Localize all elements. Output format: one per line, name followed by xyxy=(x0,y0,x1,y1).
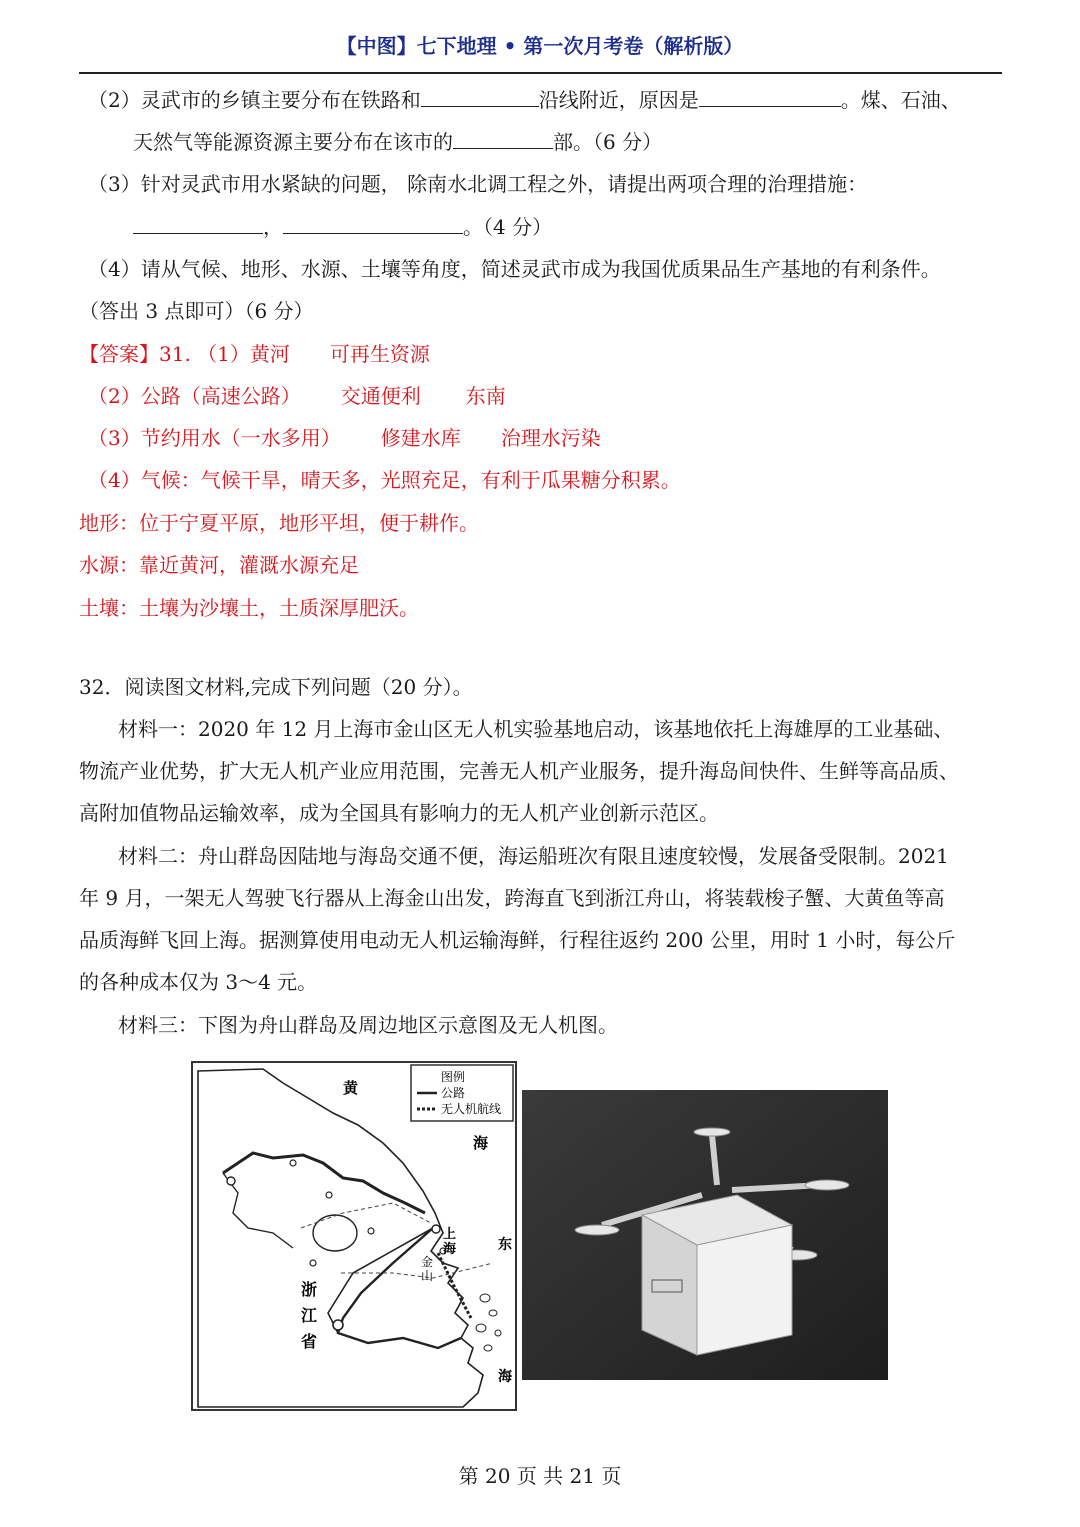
answer-31-line6: 水源：靠近黄河，灌溉水源充足 xyxy=(79,553,359,577)
q32-material2-line3: 品质海鲜飞回上海。据测算使用电动无人机运输海鲜，行程往返约 200 公里，用时 1 小时，每公斤 xyxy=(79,928,956,952)
answer-blank[interactable] xyxy=(283,213,463,234)
answer-31-line4: （4）气候：气候干旱，晴天多，光照充足，有利于瓜果糖分积累。 xyxy=(88,468,681,492)
q31-2-text-d: 天然气等能源资源主要分布在该市的 xyxy=(133,130,453,154)
answer-31-line2 xyxy=(88,383,506,409)
q32-title: 32．阅读图文材料,完成下列问题（20 分）。 xyxy=(79,675,473,699)
answer-31-3-a: （3）节约用水（一水多用） xyxy=(88,426,341,450)
drone-illustration xyxy=(522,1090,888,1380)
city-marker xyxy=(326,1192,332,1198)
q31-2-text-a: （2）灵武市的乡镇主要分布在铁路和 xyxy=(88,88,421,112)
answer-blank[interactable] xyxy=(421,86,539,107)
header-divider xyxy=(79,72,1002,74)
city-marker xyxy=(333,1320,343,1330)
island xyxy=(476,1324,486,1332)
page-header-title: 【中图】七下地理 • 第一次月考卷（解析版） xyxy=(336,34,744,58)
q31-2-line2 xyxy=(133,128,662,155)
city-marker xyxy=(227,1177,235,1185)
label-east-sea-1: 东 xyxy=(498,1237,512,1253)
cargo-box-side xyxy=(697,1225,792,1355)
label-shanghai-1: 上 xyxy=(443,1227,457,1242)
answer-31-line5: 地形：位于宁夏平原，地形平坦，便于耕作。 xyxy=(79,511,479,535)
answer-blank[interactable] xyxy=(133,213,263,234)
rotor xyxy=(575,1225,619,1235)
answer-blank[interactable] xyxy=(699,86,841,107)
city-marker xyxy=(310,1260,316,1266)
legend-drone-label: 无人机航线 xyxy=(441,1102,502,1116)
q31-3-line1: （3）针对灵武市用水紧缺的问题， 除南水北调工程之外，请提出两项合理的治理措施： xyxy=(88,172,868,196)
answer-31-2-b: 交通便利 xyxy=(340,384,421,408)
answer-blank[interactable] xyxy=(453,128,553,149)
q31-4-line2: （答出 3 点即可）（6 分） xyxy=(79,299,314,323)
dashed-boundary xyxy=(341,1263,493,1278)
label-east-sea-2: 海 xyxy=(498,1369,512,1385)
label-shanghai-2: 海 xyxy=(443,1242,457,1257)
answer-31-1-a: （1）黄河 xyxy=(197,342,290,366)
label-jinshan-2: 山 xyxy=(421,1269,434,1283)
q31-3-line2 xyxy=(133,213,552,240)
answer-31-2-a: （2）公路（高速公路） xyxy=(88,384,301,408)
answer-31-2-c: 东南 xyxy=(465,384,506,408)
q31-3-end: 。（4 分） xyxy=(463,215,553,239)
legend-road-label: 公路 xyxy=(441,1086,466,1100)
q31-3-sep: ， xyxy=(263,215,283,239)
q32-material3: 材料三：下图为舟山群岛及周边地区示意图及无人机图。 xyxy=(118,1013,618,1037)
city-marker xyxy=(368,1228,374,1234)
legend-title: 图例 xyxy=(441,1070,466,1084)
q31-2-text-c: 。煤、石油、 xyxy=(840,88,961,112)
label-jinshan-1: 金 xyxy=(421,1255,434,1269)
zhoushan-map xyxy=(193,1063,515,1409)
q31-2-line1 xyxy=(88,86,961,113)
city-marker xyxy=(432,1225,440,1233)
label-yellow-sea-2: 海 xyxy=(473,1134,489,1152)
drone-photo xyxy=(522,1090,888,1380)
city-marker xyxy=(290,1160,296,1166)
label-zhejiang-1: 浙 xyxy=(301,1280,318,1299)
answer-31-line1 xyxy=(79,341,430,367)
taihu-lake xyxy=(313,1215,357,1251)
answer-31-3-c: 治理水污染 xyxy=(500,426,601,450)
label-zhejiang-2: 江 xyxy=(301,1306,318,1325)
coast-detail xyxy=(223,1153,425,1213)
q31-2-text-b: 沿线附近，原因是 xyxy=(538,88,699,112)
q32-material1-line1: 材料一：2020 年 12 月上海市金山区无人机实验基地启动，该基地依托上海雄厚的工业基础、 xyxy=(118,717,954,741)
island xyxy=(480,1294,490,1302)
page-number: 第 20 页 共 21 页 xyxy=(458,1464,622,1488)
q31-4-line1: （4）请从气候、地形、水源、土壤等角度，简述灵武市成为我国优质果品生产基地的有利条件。 xyxy=(88,257,941,281)
label-yellow-sea-1: 黄 xyxy=(343,1079,359,1097)
q32-material1-line2: 物流产业优势，扩大无人机产业应用范围，完善无人机产业服务，提升海岛间快件、生鲜等高品质、 xyxy=(79,759,959,783)
rotor xyxy=(694,1128,730,1136)
answer-31-1-b: 可再生资源 xyxy=(329,342,430,366)
answer-31-line3 xyxy=(88,425,601,451)
label-zhejiang-3: 省 xyxy=(301,1332,318,1351)
q32-material1-line3: 高附加值物品运输效率，成为全国具有影响力的无人机产业创新示范区。 xyxy=(79,801,719,825)
island xyxy=(489,1310,497,1316)
q31-2-text-e: 部。（6 分） xyxy=(553,130,663,154)
q32-material2-line2: 年 9 月，一架无人驾驶飞行器从上海金山出发，跨海直飞到浙江舟山，将装载梭子蟹、大黄鱼等高 xyxy=(79,886,945,910)
answer-prefix: 【答案】31. xyxy=(79,342,191,366)
zhoushan-map-figure xyxy=(191,1061,517,1411)
q32-material2-line1: 材料二：舟山群岛因陆地与海岛交通不便，海运船班次有限且速度较慢，发展备受限制。2021 xyxy=(118,844,949,868)
drone-route-line xyxy=(438,1253,471,1318)
rotor xyxy=(805,1180,849,1190)
island xyxy=(495,1330,501,1336)
island xyxy=(484,1345,492,1351)
answer-31-line7: 土壤：土壤为沙壤土，土质深厚肥沃。 xyxy=(79,596,419,620)
answer-31-3-b: 修建水库 xyxy=(380,426,461,450)
q32-material2-line4: 的各种成本仅为 3～4 元。 xyxy=(79,970,318,994)
